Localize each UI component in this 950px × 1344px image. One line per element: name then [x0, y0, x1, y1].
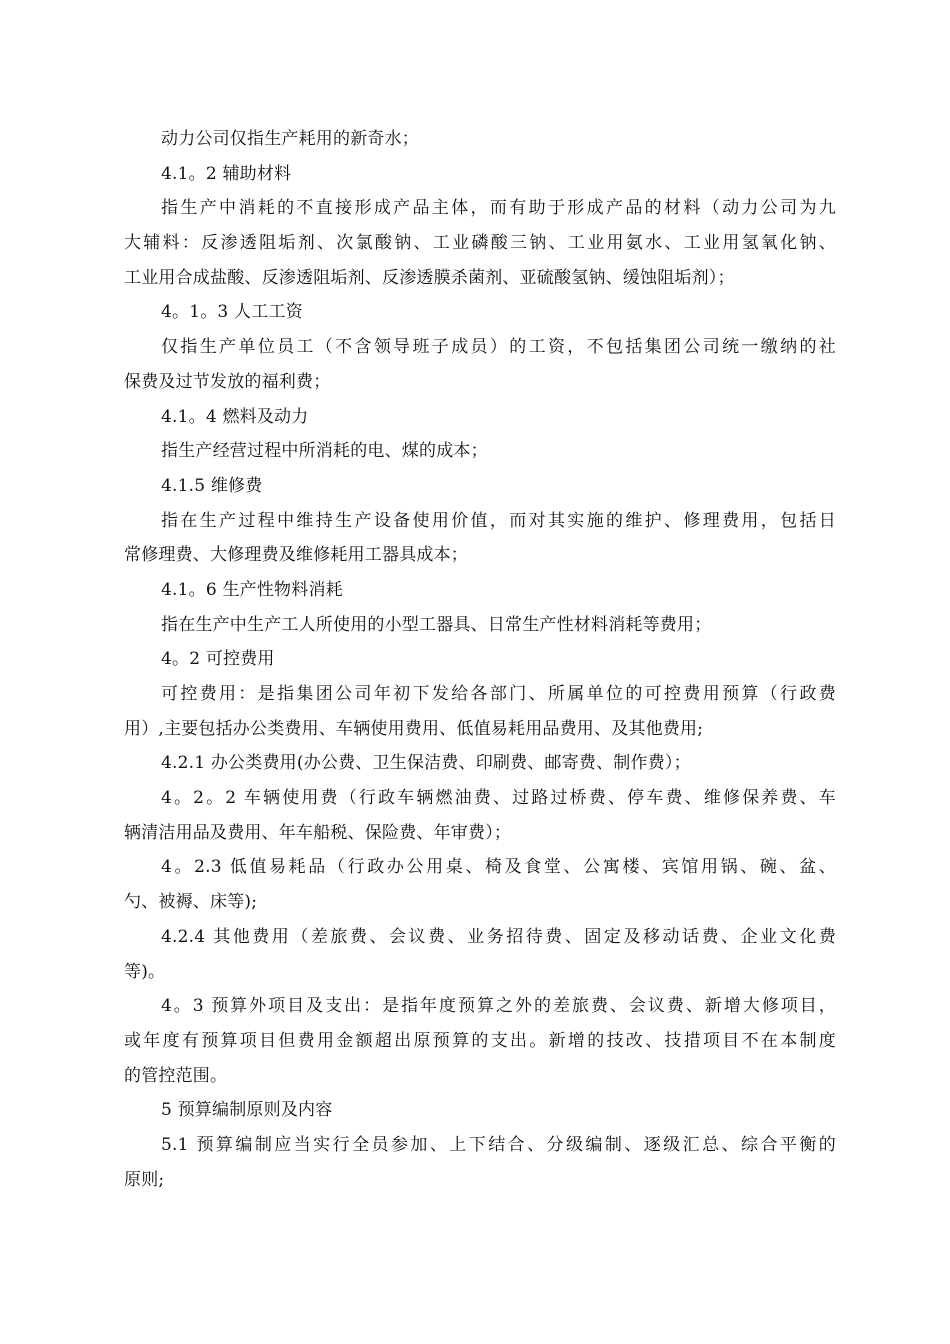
paragraph-line: 可控费用：是指集团公司年初下发给各部门、所属单位的可控费用预算（行政费: [161, 684, 836, 704]
paragraph-line: 大辅料：反渗透阻垢剂、次氯酸钠、工业磷酸三钠、工业用氨水、工业用氢氧化钠、: [124, 233, 836, 254]
section-heading-4-2-1: 4.2.1 办公类费用(办公费、卫生保洁费、印刷费、邮寄费、制作费）；: [161, 753, 691, 774]
paragraph-line: 指生产经营过程中所消耗的电、煤的成本；: [161, 441, 488, 462]
paragraph-line: 或年度有预算项目但费用金额超出原预算的支出。新增的技改、技措项目不在本制度: [124, 1030, 836, 1051]
section-heading-4-1-3: 4。1。3 人工工资: [161, 302, 303, 323]
paragraph-line: 辆清洁用品及费用、年车船税、保险费、年审费）；: [124, 822, 512, 843]
paragraph-line: 勺、被褥、床等);: [124, 892, 258, 913]
paragraph-line: 等)。: [124, 961, 166, 982]
section-heading-4-2-3: 4。2.3 低值易耗品（行政办公用桌、椅及食堂、公寓楼、宾馆用锅、碗、盆、: [161, 857, 836, 878]
paragraph-line: 仅指生产单位员工（不含领导班子成员）的工资，不包括集团公司统一缴纳的社: [161, 337, 836, 358]
document-body: [124, 122, 836, 1197]
section-heading-5: 5 预算编制原则及内容: [161, 1100, 333, 1121]
paragraph-line: 动力公司仅指生产耗用的新奇水；: [161, 129, 419, 149]
paragraph-line: 保费及过节发放的福利费；: [124, 371, 331, 392]
section-heading-4-2-4: 4.2.4 其他费用（差旅费、会议费、业务招待费、固定及移动话费、企业文化费: [161, 926, 836, 947]
section-heading-4-1-4: 4.1。4 燃料及动力: [161, 406, 309, 427]
paragraph-line: 工业用合成盐酸、反渗透阻垢剂、反渗透膜杀菌剂、亚硫酸氢钠、缓蚀阻垢剂）；: [124, 267, 735, 288]
section-heading-4-2: 4。2 可控费用: [161, 649, 275, 670]
paragraph-line: 指在生产中生产工人所使用的小型工器具、日常生产性材料消耗等费用；: [161, 614, 712, 635]
section-heading-5-1: 5.1 预算编制应当实行全员参加、上下结合、分级编制、逐级汇总、综合平衡的: [161, 1134, 836, 1155]
section-heading-4-1-2: 4.1。2 辅助材料: [161, 163, 292, 184]
paragraph-line: 用）,主要包括办公类费用、车辆使用费用、低值易耗用品费用、及其他费用;: [124, 718, 704, 739]
paragraph-line: 指在生产过程中维持生产设备使用价值，而对其实施的维护、修理费用，包括日: [161, 510, 836, 531]
paragraph-line: 原则;: [124, 1169, 165, 1190]
paragraph-line: 常修理费、大修理费及维修耗用工器具成本；: [124, 545, 468, 566]
section-heading-4-1-5: 4.1.5 维修费: [161, 475, 263, 496]
section-heading-4-1-6: 4.1。6 生产性物料消耗: [161, 579, 343, 600]
paragraph-line: 的管控范围。: [124, 1065, 228, 1086]
section-heading-4-2-2: 4。2。2 车辆使用费（行政车辆燃油费、过路过桥费、停车费、维修保养费、车: [161, 788, 836, 809]
section-heading-4-3: 4。3 预算外项目及支出：是指年度预算之外的差旅费、会议费、新增大修项目，: [161, 996, 836, 1017]
paragraph-line: 指生产中消耗的不直接形成产品主体，而有助于形成产品的材料（动力公司为九: [161, 198, 836, 219]
